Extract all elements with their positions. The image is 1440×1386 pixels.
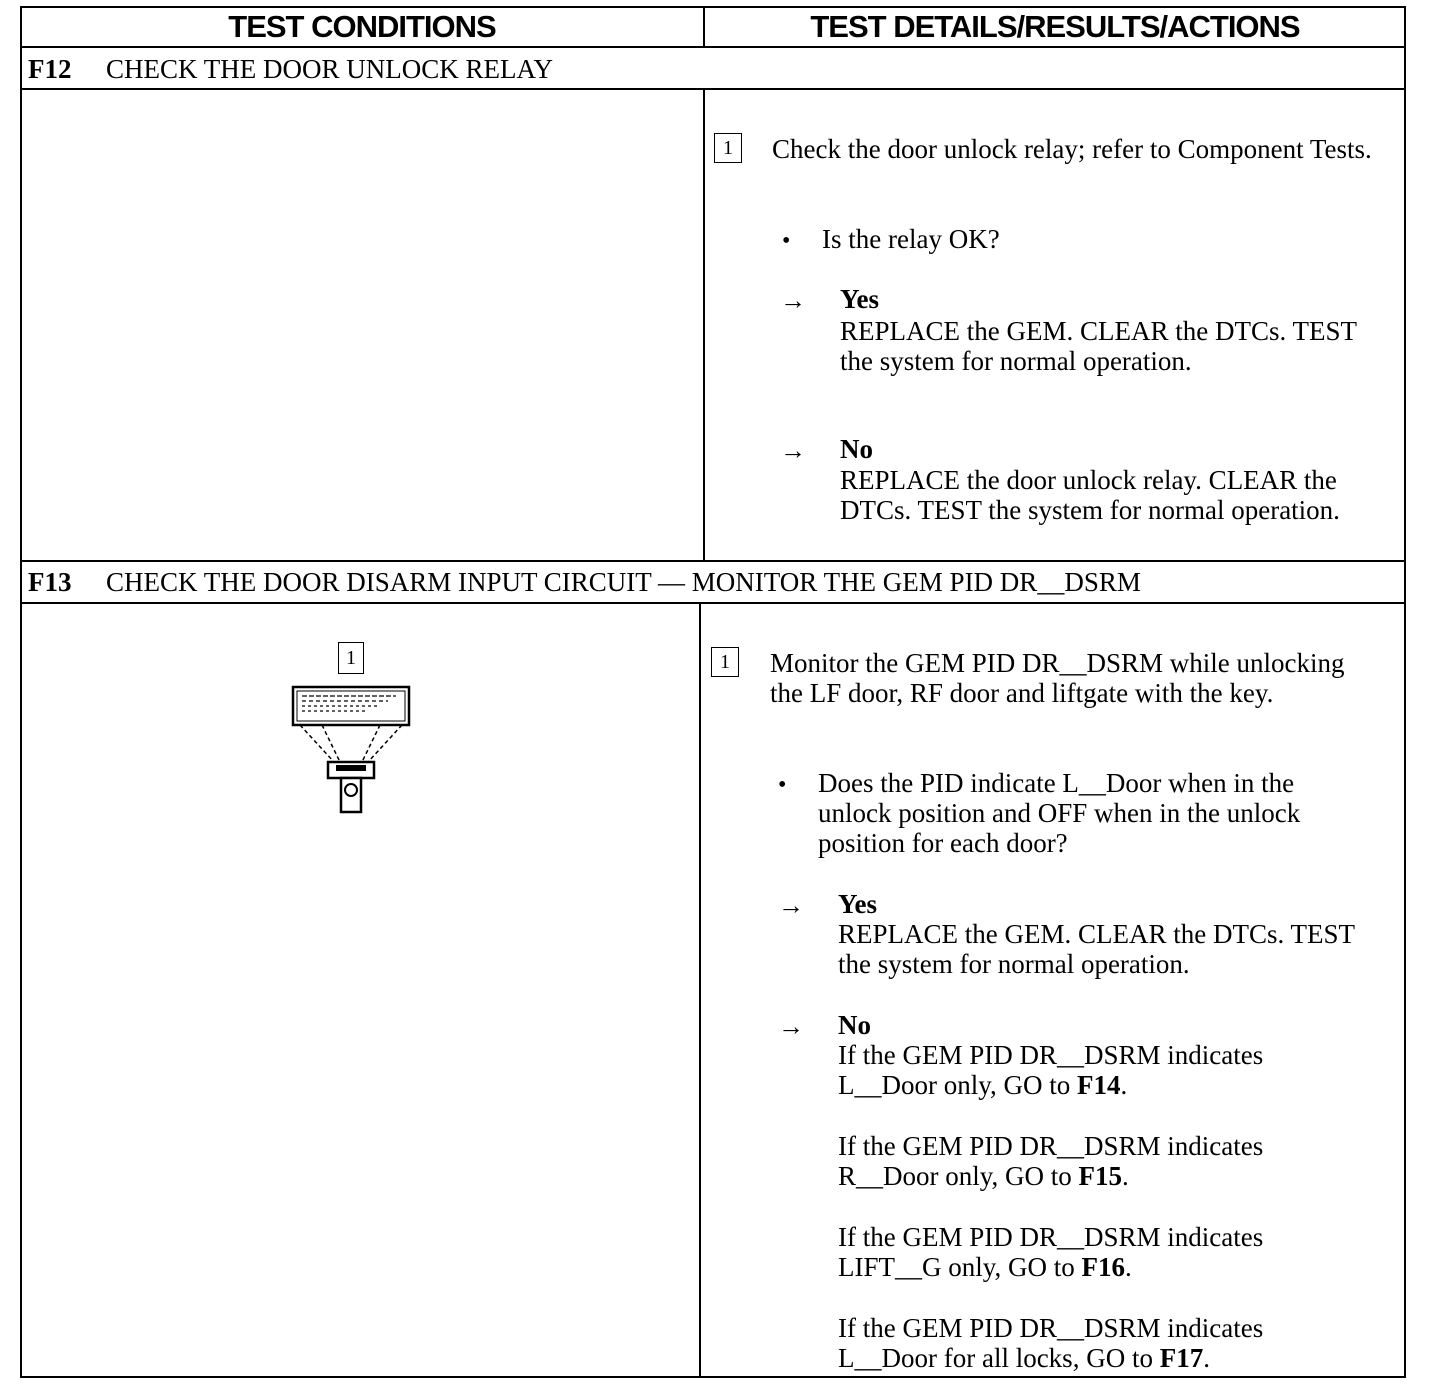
f13-no-action-text: If the GEM PID DR__DSRM indicates LIFT__G only, GO to — [838, 1222, 1264, 1282]
f13-question: Does the PID indicate L__Door when in the unlock position and OFF when in the unlock position for each door? — [818, 768, 1301, 858]
right-arrow-icon: → — [778, 891, 804, 920]
bullet-dot-icon: • — [778, 772, 787, 798]
f13-no-action-ref: F14 — [1076, 1070, 1121, 1100]
f13-no-action-3: If the GEM PID DR__DSRM indicates LIFT__G only, GO to F16. — [838, 1222, 1264, 1282]
f12-title: CHECK THE DOOR UNLOCK RELAY — [106, 54, 554, 84]
f12-title-divider — [20, 88, 1406, 90]
header-test-conditions: TEST CONDITIONS — [228, 9, 496, 44]
bullet-dot-icon: • — [782, 228, 791, 254]
header-divider — [20, 46, 1406, 48]
f13-no-label: No — [838, 1010, 871, 1040]
f13-top-divider — [20, 560, 1406, 562]
f12-yes-label: Yes — [840, 284, 879, 314]
f13-yes-action: REPLACE the GEM. CLEAR the DTCs. TEST the system for normal operation. — [838, 919, 1355, 979]
f12-yes-action: REPLACE the GEM. CLEAR the DTCs. TEST the system for normal operation. — [840, 316, 1357, 376]
right-arrow-icon: → — [780, 286, 806, 315]
f13-section-title — [28, 564, 1141, 600]
f13-no-action-text: If the GEM PID DR__DSRM indicates R__Door only, GO to — [838, 1131, 1264, 1191]
f13-no-action-1: If the GEM PID DR__DSRM indicates L__Door only, GO to F14. — [838, 1040, 1264, 1100]
f13-no-action-ref: F17 — [1159, 1343, 1204, 1373]
column-divider-f13 — [699, 602, 701, 1378]
f12-section-title — [28, 51, 553, 87]
right-arrow-icon: → — [778, 1012, 804, 1041]
f13-no-action-4: If the GEM PID DR__DSRM indicates L__Door for all locks, GO to F17. — [838, 1313, 1264, 1373]
f13-no-action-ref: F15 — [1078, 1161, 1122, 1191]
f13-code: F13 — [28, 567, 72, 597]
scan-tool-icon — [288, 684, 414, 814]
f13-figure-step-box: 1 — [338, 642, 364, 674]
f12-no-label: No — [840, 434, 873, 464]
f13-no-action-2: If the GEM PID DR__DSRM indicates R__Door only, GO to F15. — [838, 1131, 1264, 1191]
f13-no-action-ref: F16 — [1081, 1252, 1125, 1282]
f12-question: Is the relay OK? — [822, 224, 1000, 254]
f13-instruction: Monitor the GEM PID DR__DSRM while unlocking the LF door, RF door and liftgate with the key. — [770, 648, 1345, 708]
f12-instruction: Check the door unlock relay; refer to Component Tests. — [772, 134, 1372, 164]
f12-code: F12 — [28, 54, 72, 84]
f13-no-action-text: If the GEM PID DR__DSRM indicates L__Door only, GO to — [838, 1040, 1264, 1100]
f13-no-action-text: If the GEM PID DR__DSRM indicates L__Door for all locks, GO to — [838, 1313, 1264, 1373]
f12-step-box: 1 — [714, 133, 742, 163]
f13-yes-label: Yes — [838, 889, 877, 919]
header-test-details: TEST DETAILS/RESULTS/ACTIONS — [810, 9, 1300, 44]
right-arrow-icon: → — [780, 436, 806, 465]
column-divider-f12 — [703, 88, 705, 562]
f13-step-box: 1 — [711, 647, 739, 677]
f13-title: CHECK THE DOOR DISARM INPUT CIRCUIT — MONITOR THE GEM PID DR__DSRM — [106, 567, 1141, 597]
f12-no-action: REPLACE the door unlock relay. CLEAR the DTCs. TEST the system for normal operation. — [840, 465, 1340, 525]
f13-title-divider — [20, 602, 1406, 604]
